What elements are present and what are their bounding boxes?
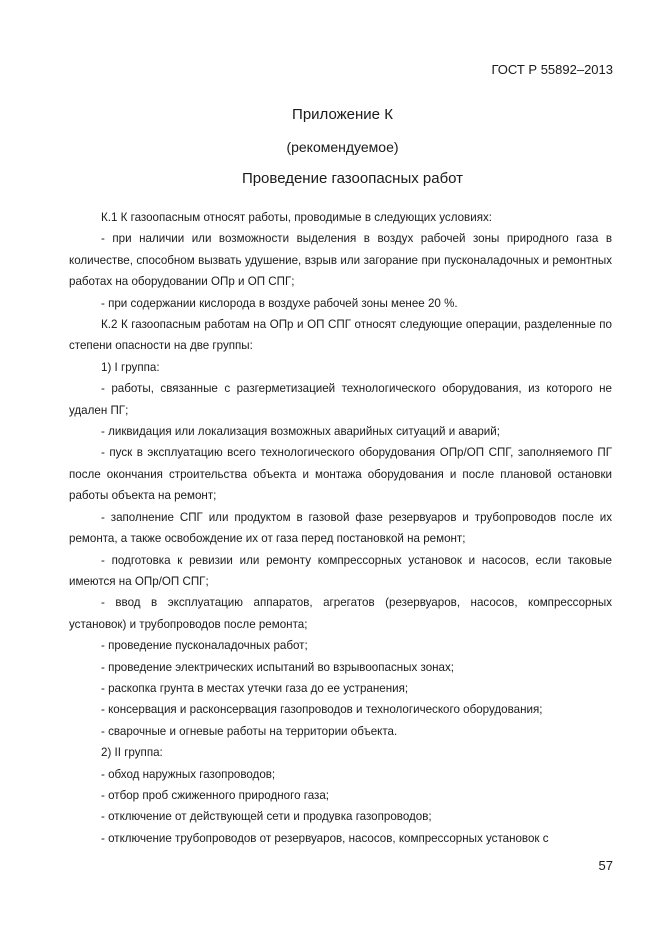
document-code: ГОСТ Р 55892–2013	[491, 62, 613, 77]
paragraph: - отключение от действующей сети и продувка газопроводов;	[101, 810, 432, 824]
paragraph: 2) II группа:	[101, 746, 163, 760]
paragraph: - раскопка грунта в местах утечки газа до ее устранения;	[101, 681, 409, 695]
appendix-title: Приложение К	[292, 106, 393, 123]
paragraph: - работы, связанные с разгерметизацией технологического оборудования, из которого не удален ПГ;	[69, 382, 612, 417]
paragraph: - отбор проб сжиженного природного газа;	[101, 788, 330, 802]
document-body	[69, 207, 612, 849]
paragraph: - сварочные и огневые работы на территории объекта.	[101, 724, 398, 738]
paragraph: 1) I группа:	[101, 360, 160, 374]
appendix-heading: Проведение газоопасных работ	[241, 170, 464, 187]
paragraph: К.2 К газоопасным работам на ОПр и ОП СПГ относят следующие операции, разделенные по степени опасности на две группы:	[69, 318, 612, 353]
paragraph: - при наличии или возможности выделения в воздух рабочей зоны природного газа в количестве, способном вызвать удушение, взрыв или загорание при пусконаладочных и ремонтных работах на оборудовании ОПр и ОП СПГ;	[69, 232, 612, 289]
paragraph: - обход наружных газопроводов;	[101, 767, 276, 781]
paragraph: - проведение электрических испытаний во взрывоопасных зонах;	[101, 660, 455, 674]
paragraph: - ликвидация или локализация возможных аварийных ситуаций и аварий;	[101, 425, 500, 439]
paragraph: К.1 К газоопасным относят работы, проводимые в следующих условиях:	[101, 211, 492, 224]
paragraph: - отключение трубопроводов от резервуаров, насосов, компрессорных установок с	[101, 831, 549, 845]
paragraph: - при содержании кислорода в воздухе рабочей зоны менее 20 %.	[101, 296, 458, 310]
paragraph: - проведение пусконаладочных работ;	[101, 639, 308, 653]
paragraph: - заполнение СПГ или продуктом в газовой фазе резервуаров и трубопроводов после их ремонта, а также освобождение их от газа перед постановкой на ремонт;	[69, 510, 612, 546]
paragraph: - консервация и расконсервация газопроводов и технологического оборудования;	[101, 703, 543, 717]
paragraph: - пуск в эксплуатацию всего технологического оборудования ОПр/ОП СПГ, заполняемого ПГ после окончания строительства объекта и монтажа оборудования и после плановой остановки работы объекта на ремонт;	[69, 446, 612, 503]
paragraph: - подготовка к ревизии или ремонту компрессорных установок и насосов, если таковые имеются на ОПр/ОП СПГ;	[69, 553, 612, 588]
appendix-subtitle: (рекомендуемое)	[286, 139, 399, 155]
page-number: 57	[598, 858, 613, 873]
paragraph: - ввод в эксплуатацию аппаратов, агрегатов (резервуаров, насосов, компрессорных установок) и трубопроводов после ремонта;	[69, 596, 612, 631]
